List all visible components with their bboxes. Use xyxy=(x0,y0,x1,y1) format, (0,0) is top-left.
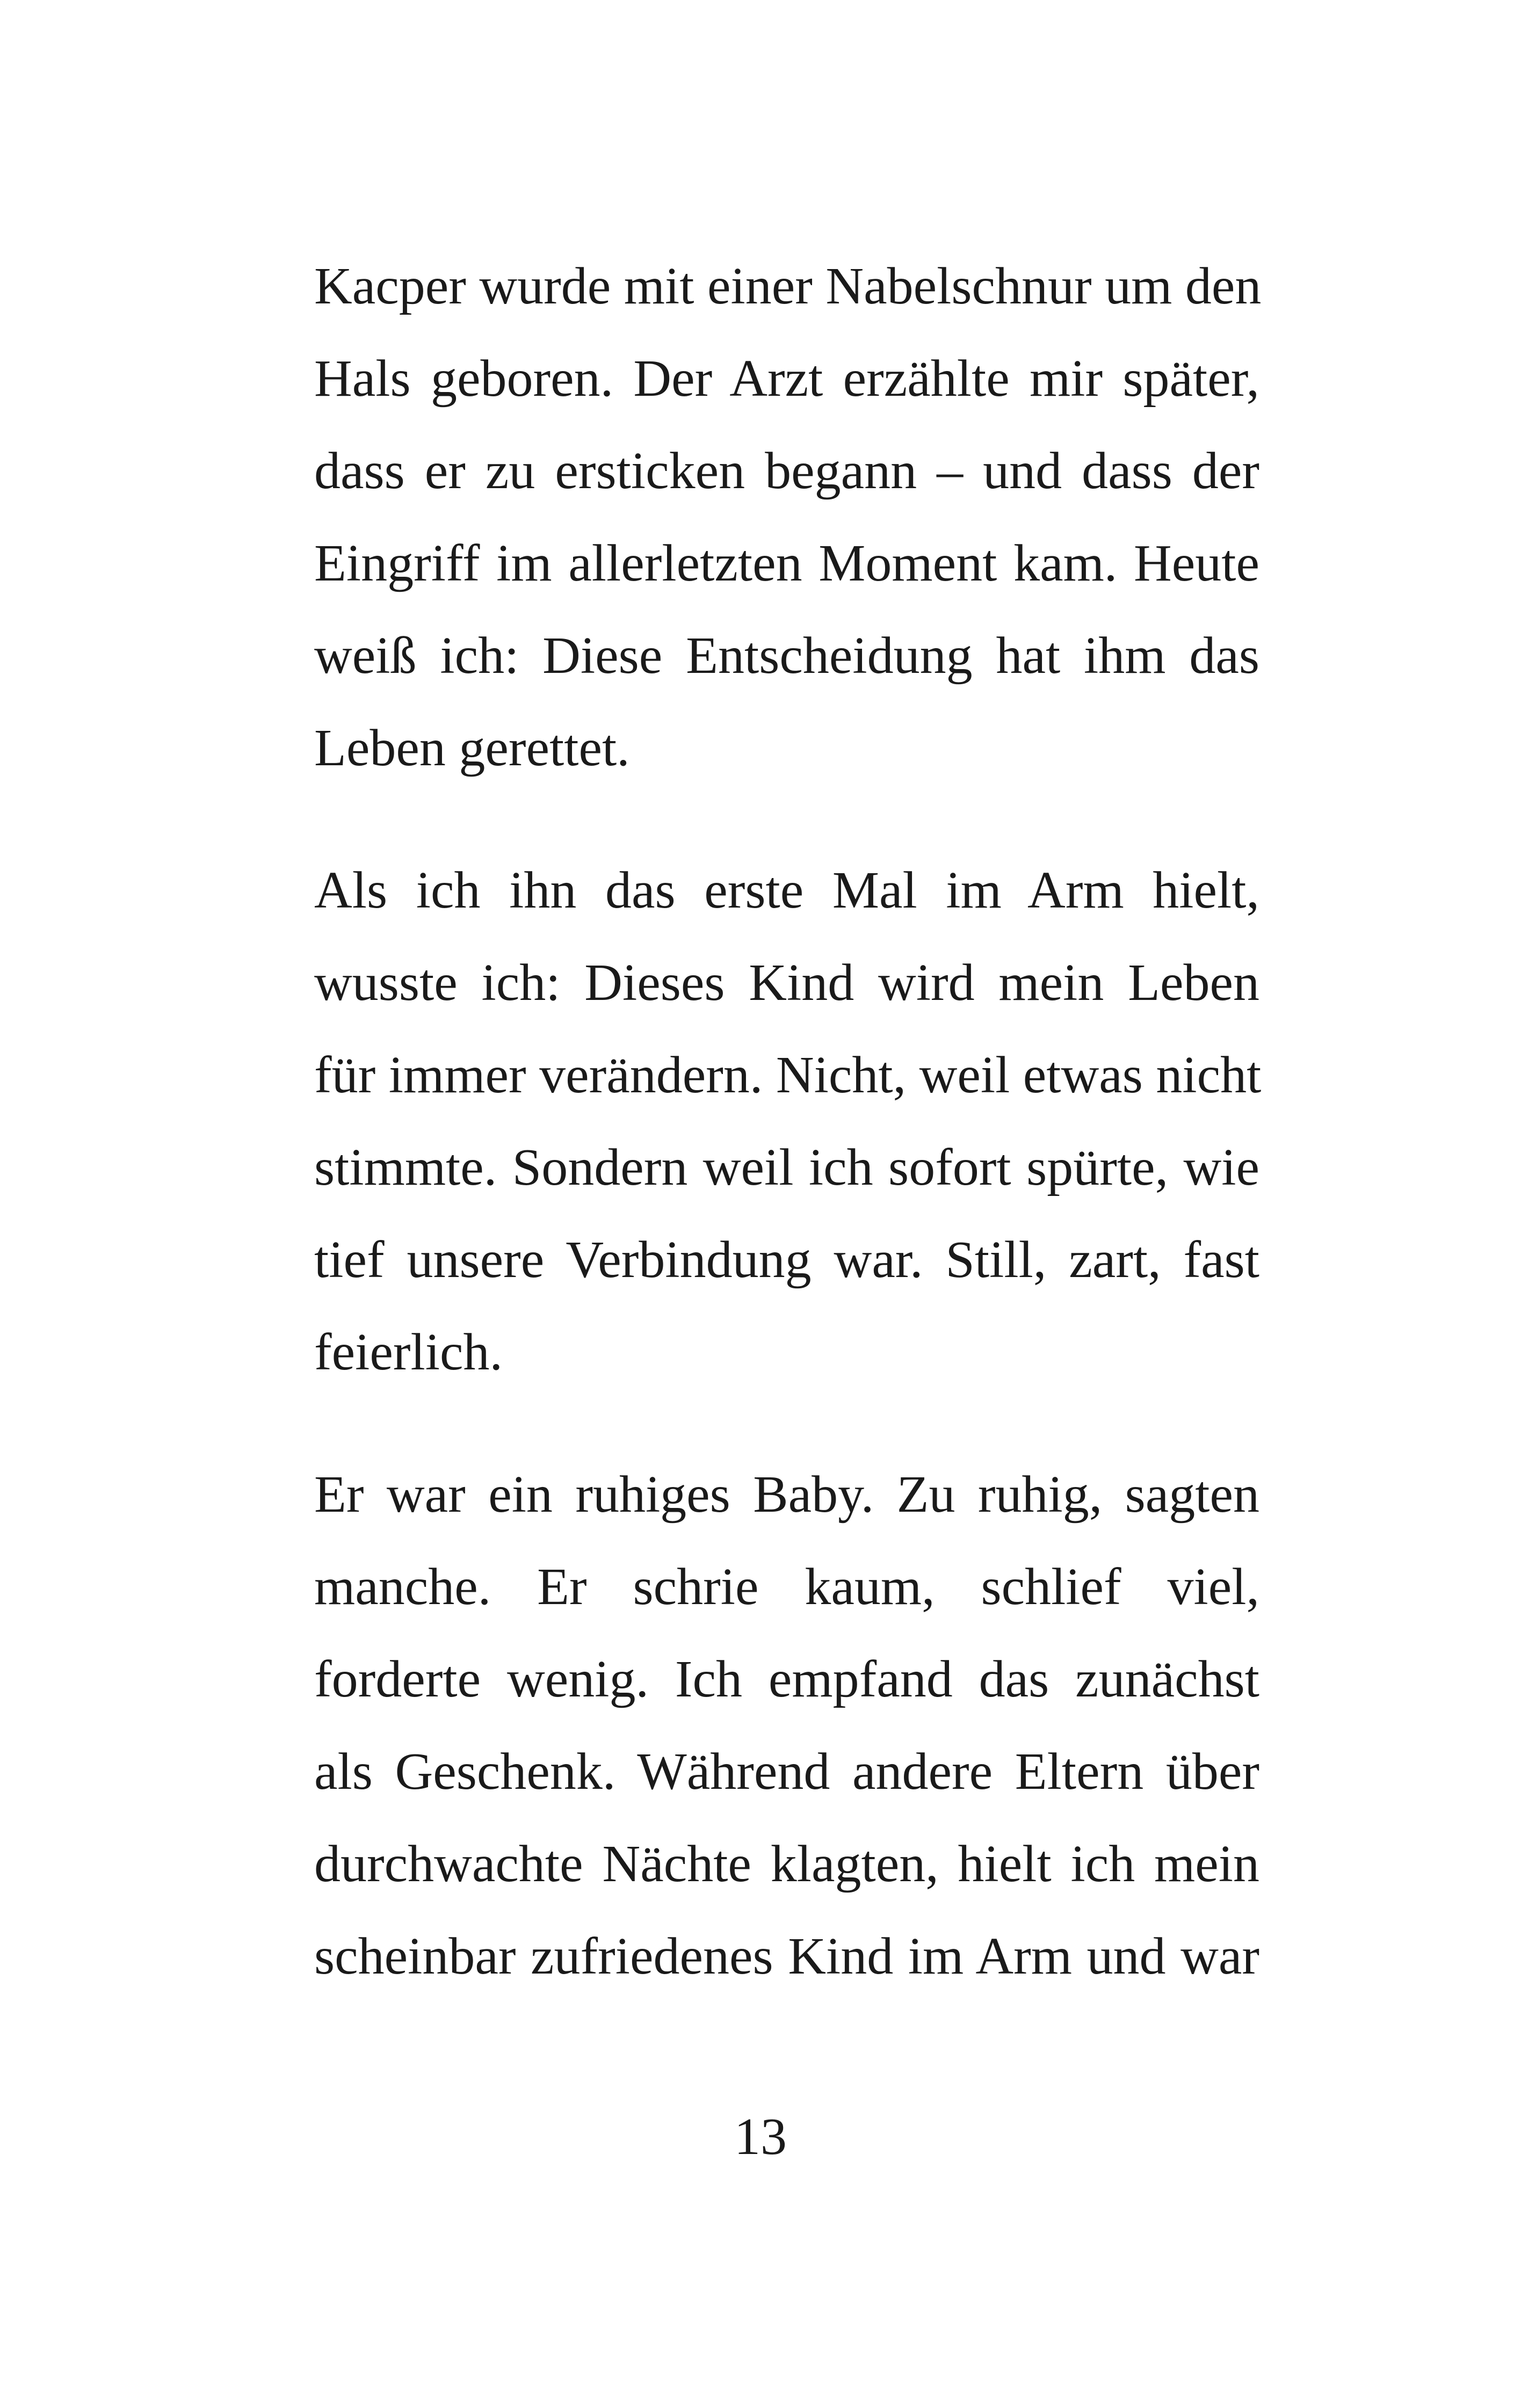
text-line: durchwachte Nächte klagten, hielt ich mein xyxy=(314,1835,1259,1893)
text-line: forderte wenig. Ich empfand das zunächst xyxy=(314,1650,1259,1708)
paragraph-1 xyxy=(314,240,1262,794)
text-line: scheinbar zufriedenes Kind im Arm und war xyxy=(314,1927,1259,1985)
page-number: 13 xyxy=(734,2108,787,2166)
text-line: für immer verändern. Nicht, weil etwas nicht xyxy=(314,1046,1262,1104)
text-line: Eingriff im allerletzten Moment kam. Heute xyxy=(314,534,1259,592)
text-line: Er war ein ruhiges Baby. Zu ruhig, sagten xyxy=(314,1466,1259,1524)
text-line: feierlich. xyxy=(314,1323,503,1381)
text-line: tief unsere Verbindung war. Still, zart, fast xyxy=(314,1231,1259,1289)
text-line: Als ich ihn das erste Mal im Arm hielt, xyxy=(314,861,1259,919)
text-line: manche. Er schrie kaum, schlief viel, xyxy=(314,1558,1259,1616)
text-line: stimmte. Sondern weil ich sofort spürte, wie xyxy=(314,1138,1259,1196)
paragraph-3 xyxy=(314,1448,1259,2003)
text-line: weiß ich: Diese Entscheidung hat ihm das xyxy=(314,627,1259,685)
text-line: Leben gerettet. xyxy=(314,719,630,777)
text-line: wusste ich: Dieses Kind wird mein Leben xyxy=(314,954,1259,1012)
text-line: als Geschenk. Während andere Eltern über xyxy=(314,1743,1259,1801)
paragraph-2 xyxy=(314,844,1262,1398)
text-line: dass er zu ersticken begann – und dass der xyxy=(314,442,1259,500)
text-line: Hals geboren. Der Arzt erzählte mir später, xyxy=(314,350,1259,408)
text-line: Kacper wurde mit einer Nabelschnur um den xyxy=(314,257,1262,315)
